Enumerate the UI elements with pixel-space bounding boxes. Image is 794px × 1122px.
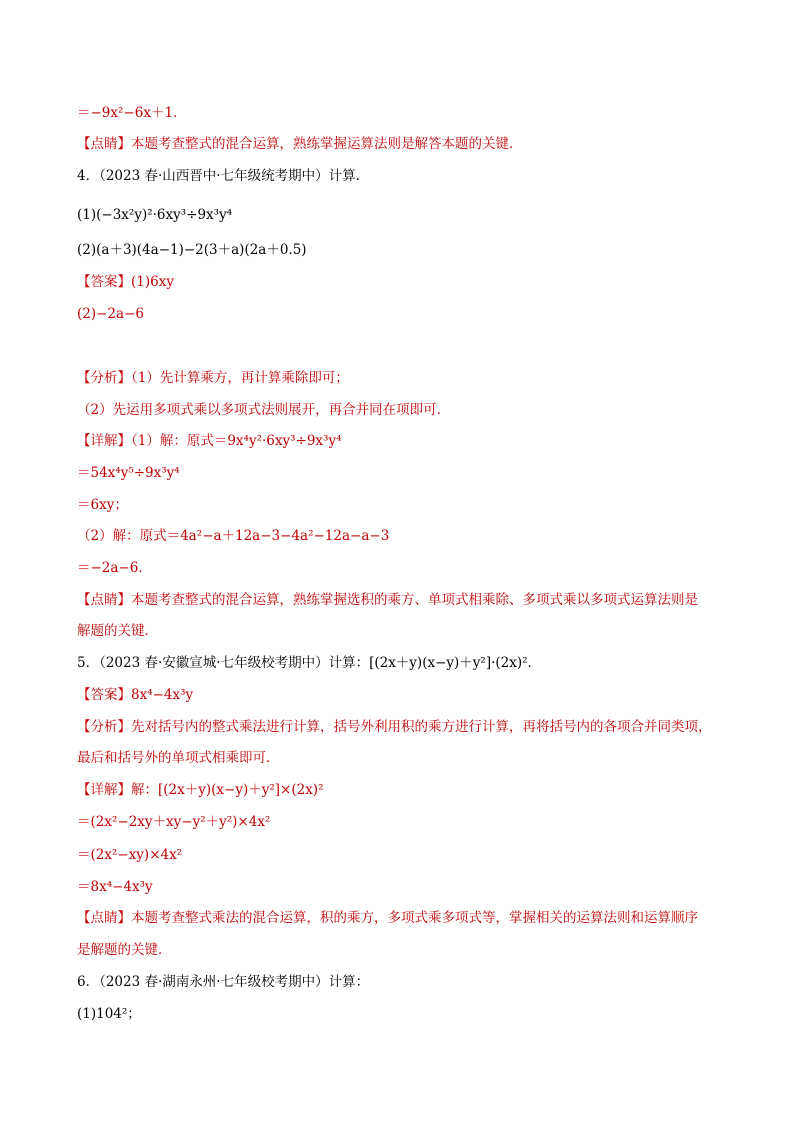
question-6-header: 6．（2023 春·湖南永州·七年级校考期中）计算：: [77, 974, 370, 990]
detail-q4-part-2-step-2: ＝−2a−6．: [77, 560, 152, 576]
detail-q4-part-2-step-1: （2）解：原式＝4a²−a＋12a−3−4a²−12a−a−3: [77, 528, 390, 544]
detail-q5-step-4: ＝8x⁴−4x³y: [77, 879, 153, 895]
detail-q5-step-3: ＝(2x²−xy)×4x²: [77, 847, 183, 863]
comment-q4-line-1: 【点睛】本题考查整式的混合运算，熟练掌握选积的乘方、单项式相乘除、多项式乘以多项式运算法则是: [77, 592, 698, 608]
answer-q4-part-2: (2)−2a−6: [77, 306, 144, 322]
question-4-part-1: (1)(−3x²y)²·6xy³÷9x³y⁴: [77, 207, 233, 223]
detail-q4-step-1: 【详解】（1）解：原式＝9x⁴y²·6xy³÷9x³y⁴: [77, 433, 342, 449]
comment-q5-line-1: 【点睛】本题考查整式乘法的混合运算，积的乘方，多项式乘多项式等，掌握相关的运算法则和运算顺序: [77, 910, 698, 926]
question-4-header: 4．（2023 春·山西晋中·七年级统考期中）计算．: [77, 168, 370, 184]
analysis-q5-line-1: 【分析】先对括号内的整式乘法进行计算，括号外利用积的乘方进行计算，再将括号内的各项合并同类项，: [77, 719, 712, 735]
detail-q4-step-3: ＝6xy；: [77, 497, 128, 513]
question-5-header: 5．（2023 春·安徽宣城·七年级校考期中）计算：[(2x＋y)(x−y)＋y²]·(2x)²．: [77, 655, 542, 671]
answer-q4-part-1: 【答案】(1)6xy: [77, 274, 174, 290]
question-4-part-2: (2)(a＋3)(4a−1)−2(3＋a)(2a＋0.5): [77, 242, 307, 258]
comment-q3: 【点睛】本题考查整式的混合运算，熟练掌握运算法则是解答本题的关键．: [77, 136, 523, 152]
comment-q4-line-2: 解题的关键．: [77, 623, 158, 639]
analysis-q4-part-2: （2）先运用多项式乘以多项式法则展开，再合并同在项即可．: [77, 402, 451, 418]
detail-q5-step-2: ＝(2x²−2xy＋xy−y²＋y²)×4x²: [77, 814, 271, 830]
analysis-q5-line-2: 最后和括号外的单项式相乘即可．: [77, 750, 280, 766]
comment-q5-line-2: 是解题的关键．: [77, 942, 172, 958]
detail-q4-step-2: ＝54x⁴y⁵÷9x³y⁴: [77, 465, 180, 481]
detail-q5-step-1: 【详解】解：[(2x＋y)(x−y)＋y²]×(2x)²: [77, 782, 324, 798]
answer-q5: 【答案】8x⁴−4x³y: [77, 687, 194, 703]
analysis-q4-part-1: 【分析】（1）先计算乘方，再计算乘除即可；: [77, 370, 349, 386]
solution-final-step: ＝−9x²−6x＋1．: [77, 105, 187, 121]
question-6-part-1: (1)104²；: [77, 1006, 141, 1022]
